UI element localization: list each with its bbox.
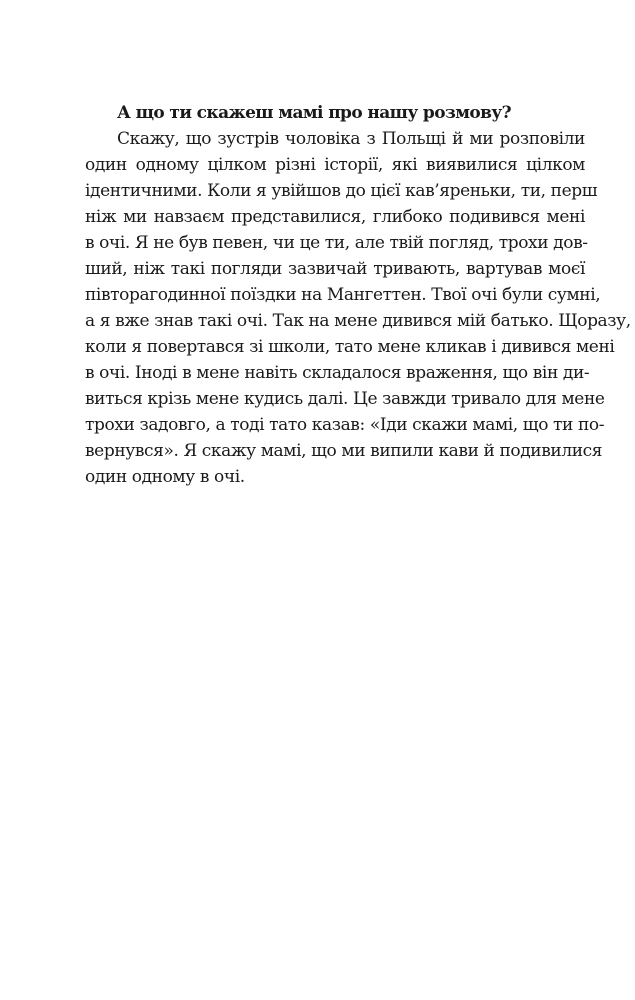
answer-line: ший, ніж такі погляди зазвичай тривають, вартував моєї	[85, 259, 585, 279]
answer-line: коли я повертався зі школи, тато мене кликав і дивився мені	[85, 337, 615, 357]
answer-line: один одному цілком різні історії, які виявилися цілком	[85, 155, 585, 175]
answer-line: в очі. Іноді в мене навіть складалося враження, що він ди-	[85, 363, 590, 383]
answer-line: трохи задовго, а тоді тато казав: «Іди скажи мамі, що ти по-	[85, 415, 605, 435]
answer-line: ніж ми навзаєм представилися, глибоко подивився мені	[85, 207, 585, 227]
answer-line: Скажу, що зустрів чоловіка з Польщі й ми розповіли	[117, 129, 585, 149]
text-block	[85, 100, 631, 490]
answer-paragraph	[85, 126, 631, 490]
answer-line: один одному в очі.	[85, 467, 245, 487]
answer-line: а я вже знав такі очі. Так на мене дивився мій батько. Щоразу,	[85, 311, 631, 331]
answer-line: в очі. Я не був певен, чи це ти, але твій погляд, трохи дов-	[85, 233, 588, 253]
answer-line: вернувся». Я скажу мамі, що ми випили кави й подивилися	[85, 441, 603, 461]
answer-line: півторагодинної поїздки на Мангеттен. Твої очі були сумні,	[85, 285, 601, 305]
answer-line: виться крізь мене кудись далі. Це завжди тривало для мене	[85, 389, 605, 409]
answer-line: ідентичними. Коли я увійшов до цієї кав’яреньки, ти, перш	[85, 181, 598, 201]
question-line: А що ти скажеш мамі про нашу розмову?	[117, 103, 511, 123]
